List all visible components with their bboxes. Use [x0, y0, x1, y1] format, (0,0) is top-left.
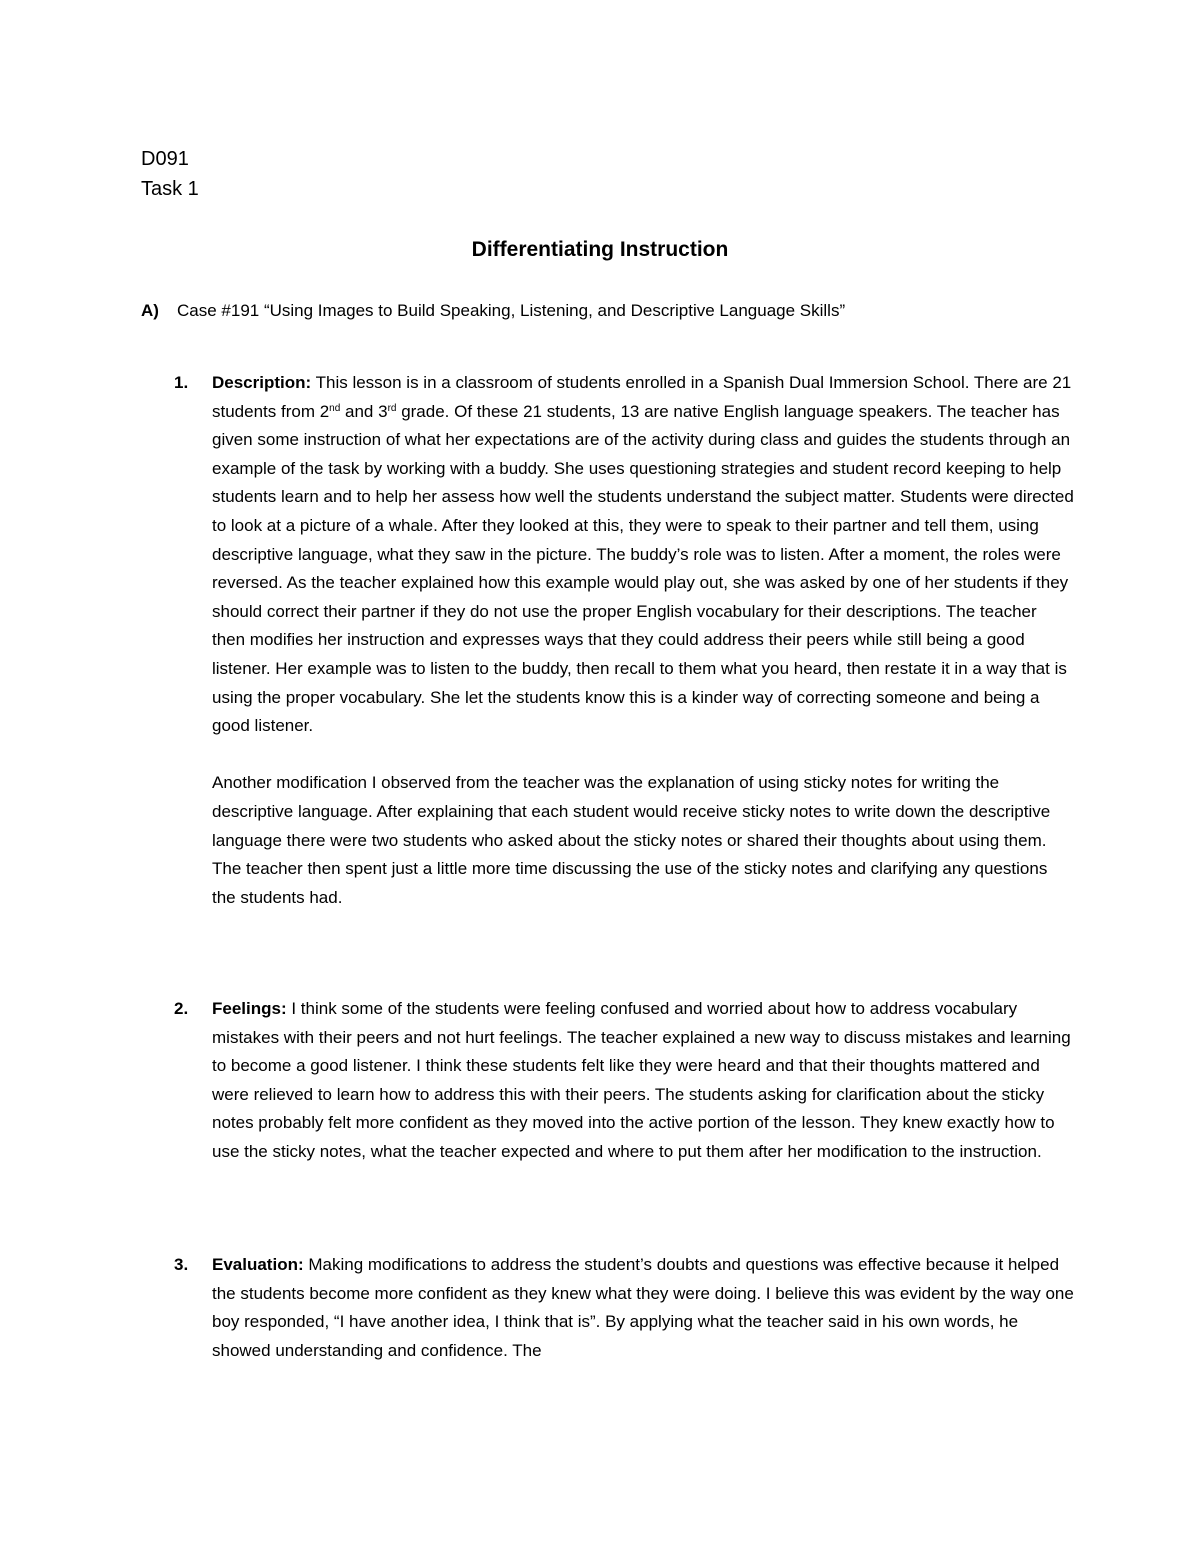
item-body [212, 369, 1074, 912]
superscript-nd: nd [329, 402, 341, 414]
case-label: A) [141, 301, 159, 320]
superscript-rd: rd [387, 402, 397, 414]
item-body [212, 1251, 1074, 1365]
item-number: 1. [174, 373, 189, 392]
evaluation-paragraph: Evaluation: Making modifications to address the student’s doubts and questions was effective because it helped the students become more confident as they knew what they were doing. I believe this was evident by the way one boy responded, “I have another idea, I think that is”. By applying what the teacher said in his own words, he showed understanding and confidence. The [212, 1255, 1074, 1360]
list-item-description [174, 369, 1074, 912]
feelings-paragraph: Feelings: I think some of the students were feeling confused and worried about how to address vocabulary mistakes with their peers and not hurt feelings. The teacher explained a new way to discuss mistakes and learning to become a good listener. I think these students felt like they were heard and that their thoughts mattered and were relieved to learn how to address this with their peers. The students asking for clarification about the sticky notes probably felt more confident as they moved into the active portion of the lesson. They knew exactly how to use the sticky notes, what the teacher expected and where to put them after her modification to the instruction. [212, 999, 1071, 1161]
item-number: 3. [174, 1255, 189, 1274]
document-header [141, 144, 199, 204]
list-item-evaluation [174, 1251, 1074, 1365]
description-paragraph-1: Description: This lesson is in a classroom of students enrolled in a Spanish Dual Immersion School. There are 21 students from 2nd and 3rd grade. Of these 21 students, 13 are native English language speakers. The teacher has given some instruction of what her expectations are of the activity during class and guides the students through an example of the task by working with a buddy. She uses questioning strategies and student record keeping to help students learn and to help her assess how well the students understand the subject matter. Students were directed to look at a picture of a whale. After they looked at this, they were to speak to their partner and tell them, using descriptive language, what they saw in the picture. The buddy’s role was to listen. After a moment, the roles were reversed. As the teacher explained how this example would play out, she was asked by one of her students if they should correct their partner if they do not use the proper English vocabulary for their descriptions. The teacher then modifies her instruction and expresses ways that they could address their peers while still being a good listener. Her example was to listen to the buddy, then recall to them what you heard, then restate it in a way that is using the proper vocabulary. She let the students know this is a kinder way of correcting someone and being a good listener. [212, 373, 1074, 736]
item-heading: Evaluation: [212, 1255, 304, 1274]
case-title: Case #191 “Using Images to Build Speaking, Listening, and Descriptive Language Skills” [177, 301, 846, 320]
item-number: 2. [174, 999, 189, 1018]
course-code: D091 [141, 148, 189, 170]
task-label: Task 1 [141, 178, 199, 200]
case-heading [141, 297, 845, 325]
list-item-feelings [174, 995, 1074, 1167]
item-body [212, 995, 1074, 1167]
item-heading: Description: [212, 373, 312, 392]
description-paragraph-2: Another modification I observed from the teacher was the explanation of using sticky notes for writing the descriptive language. After explaining that each student would receive sticky notes to write down the descriptive language there were two students who asked about the sticky notes or shared their thoughts about using them. The teacher then spent just a little more time discussing the use of the sticky notes and clarifying any questions the students had. [212, 773, 1051, 907]
item-heading: Feelings: [212, 999, 287, 1018]
document-title: Differentiating Instruction [471, 238, 729, 261]
